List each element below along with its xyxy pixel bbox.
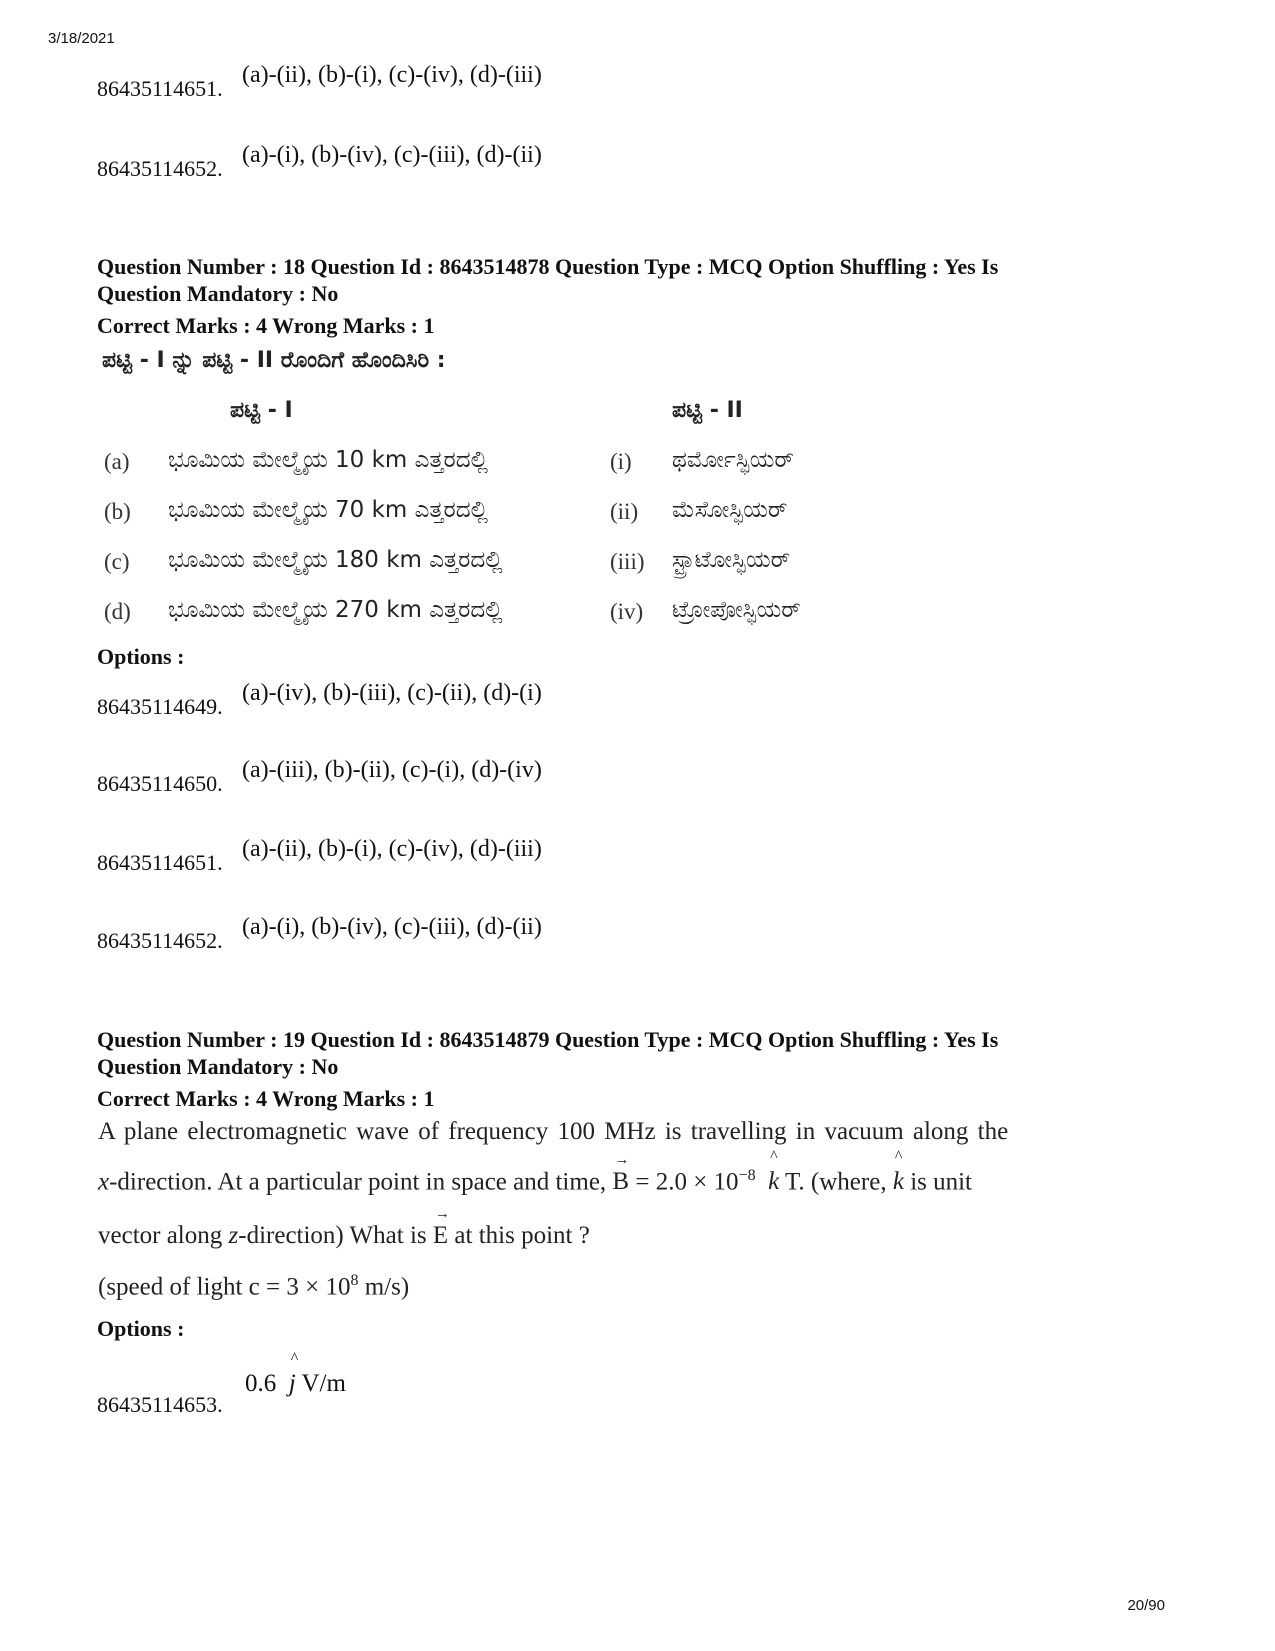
question-marks: Correct Marks : 4 Wrong Marks : 1 bbox=[97, 313, 435, 338]
text-span: at this point ? bbox=[448, 1222, 590, 1249]
text-span: vector along bbox=[98, 1222, 229, 1249]
exponent: −8 bbox=[738, 1167, 756, 1184]
row-label: (d) bbox=[104, 599, 131, 624]
question-marks: Correct Marks : 4 Wrong Marks : 1 bbox=[97, 1086, 435, 1111]
symbol-j: j bbox=[288, 1370, 296, 1397]
question-meta-line: Question Number : 18 Question Id : 8643514878 Question Type : MCQ Option Shuffling : Yes Is bbox=[97, 254, 999, 279]
vector-arrow-icon: → bbox=[614, 1152, 630, 1169]
hat-icon: ^ bbox=[770, 1148, 778, 1166]
row-label: (a) bbox=[104, 449, 130, 474]
text-span: is unit bbox=[903, 1168, 973, 1196]
row-right-label: (i) bbox=[610, 449, 632, 474]
option-text: (a)-(ii), (b)-(i), (c)-(iv), (d)-(iii) bbox=[242, 836, 542, 862]
option-id: 86435114652. bbox=[97, 156, 223, 181]
option-text: (a)-(i), (b)-(iv), (c)-(iii), (d)-(ii) bbox=[242, 914, 542, 940]
row-right-label: (ii) bbox=[610, 499, 639, 524]
print-date: 3/18/2021 bbox=[48, 30, 115, 47]
text-span: 0.6 bbox=[245, 1370, 283, 1397]
row-left-text: ಭೂಮಿಯ ಮೇಲ್ಮೈಯ 10 km ಎತ್ತರದಲ್ಲಿ bbox=[168, 447, 488, 473]
text-span: -direction. At a particular point in space and time, bbox=[109, 1168, 613, 1196]
text-span: m/s) bbox=[358, 1273, 410, 1301]
question-19-line-1: A plane electromagnetic wave of frequency 100 MHz is travelling in vacuum along the bbox=[98, 1118, 1009, 1145]
list-1-header: ಪಟ್ಟಿ - I bbox=[230, 398, 293, 423]
question-19-line-4 bbox=[98, 1272, 409, 1301]
symbol-e: E bbox=[432, 1222, 449, 1249]
text-span: -direction) What is bbox=[238, 1222, 433, 1249]
option-text: (a)-(i), (b)-(iv), (c)-(iii), (d)-(ii) bbox=[242, 142, 542, 168]
symbol-k: k bbox=[892, 1168, 904, 1196]
row-right-text: ಸ್ಟ್ರಾಟೋಸ್ಫಿಯರ್ bbox=[672, 547, 791, 573]
options-label: Options : bbox=[97, 644, 185, 669]
vector-e bbox=[432, 1206, 450, 1250]
row-left-text: ಭೂಮಿಯ ಮೇಲ್ಮೈಯ 270 km ಎತ್ತರದಲ್ಲಿ bbox=[168, 597, 503, 623]
option-id: 86435114651. bbox=[97, 850, 223, 875]
question-meta-line: Question Number : 19 Question Id : 8643514879 Question Type : MCQ Option Shuffling : Yes Is bbox=[97, 1027, 999, 1052]
options-label: Options : bbox=[97, 1316, 185, 1341]
option-text: (a)-(ii), (b)-(i), (c)-(iv), (d)-(iii) bbox=[242, 62, 542, 88]
unit-vector-k bbox=[768, 1148, 780, 1196]
option-text: (a)-(iv), (b)-(iii), (c)-(ii), (d)-(i) bbox=[242, 680, 542, 706]
vector-b bbox=[612, 1152, 630, 1196]
row-label: (b) bbox=[104, 499, 131, 524]
option-id: 86435114652. bbox=[97, 928, 223, 953]
question-19-line-2 bbox=[98, 1148, 973, 1196]
vector-arrow-icon: → bbox=[434, 1206, 450, 1222]
var-z: z bbox=[228, 1222, 239, 1249]
option-id: 86435114650. bbox=[97, 771, 223, 796]
symbol-b: B bbox=[612, 1168, 630, 1196]
question-18-header bbox=[97, 253, 1157, 339]
question-19-header bbox=[97, 1026, 1157, 1112]
unit-vector-k bbox=[892, 1148, 904, 1196]
text-span: (speed of light c = 3 × 10 bbox=[98, 1273, 351, 1301]
text-span: = 2.0 × 10 bbox=[629, 1168, 739, 1196]
row-left-text: ಭೂಮಿಯ ಮೇಲ್ಮೈಯ 70 km ಎತ್ತರದಲ್ಲಿ bbox=[168, 497, 488, 523]
list-2-header: ಪಟ್ಟಿ - II bbox=[672, 398, 743, 423]
hat-icon: ^ bbox=[894, 1148, 903, 1166]
row-left-text: ಭೂಮಿಯ ಮೇಲ್ಮೈಯ 180 km ಎತ್ತರದಲ್ಲಿ bbox=[168, 547, 503, 573]
row-right-label: (iv) bbox=[610, 599, 644, 624]
row-label: (c) bbox=[104, 549, 130, 574]
question-meta-line: Question Mandatory : No bbox=[97, 1054, 339, 1079]
var-x: x bbox=[98, 1168, 110, 1196]
exponent: 8 bbox=[350, 1272, 359, 1289]
page-number: 20/90 bbox=[1127, 1597, 1165, 1614]
symbol-k: k bbox=[768, 1168, 780, 1196]
question-18-instruction: ಪಟ್ಟಿ - I ನ್ನು ಪಟ್ಟಿ - II ರೊಂದಿಗೆ ಹೊಂದಿಸಿರಿ : bbox=[102, 348, 446, 373]
option-id: 86435114653. bbox=[97, 1392, 223, 1417]
option-text: (a)-(iii), (b)-(ii), (c)-(i), (d)-(iv) bbox=[242, 757, 542, 783]
row-right-label: (iii) bbox=[610, 549, 645, 574]
hat-icon: ^ bbox=[290, 1350, 299, 1367]
question-meta-line: Question Mandatory : No bbox=[97, 281, 339, 306]
text-span: V/m bbox=[295, 1370, 346, 1397]
option-id: 86435114651. bbox=[97, 76, 223, 101]
option-id: 86435114649. bbox=[97, 694, 223, 719]
option-text bbox=[245, 1350, 346, 1398]
row-right-text: ಟ್ರೋಪೋಸ್ಫಿಯರ್ bbox=[672, 597, 801, 623]
row-right-text: ಥರ್ಮೋಸ್ಫಿಯರ್ bbox=[672, 447, 794, 473]
row-right-text: ಮೆಸೋಸ್ಫಿಯರ್ bbox=[672, 497, 788, 523]
question-19-line-3 bbox=[98, 1206, 590, 1250]
unit-vector-j bbox=[288, 1350, 299, 1398]
text-span: T. (where, bbox=[779, 1168, 893, 1196]
